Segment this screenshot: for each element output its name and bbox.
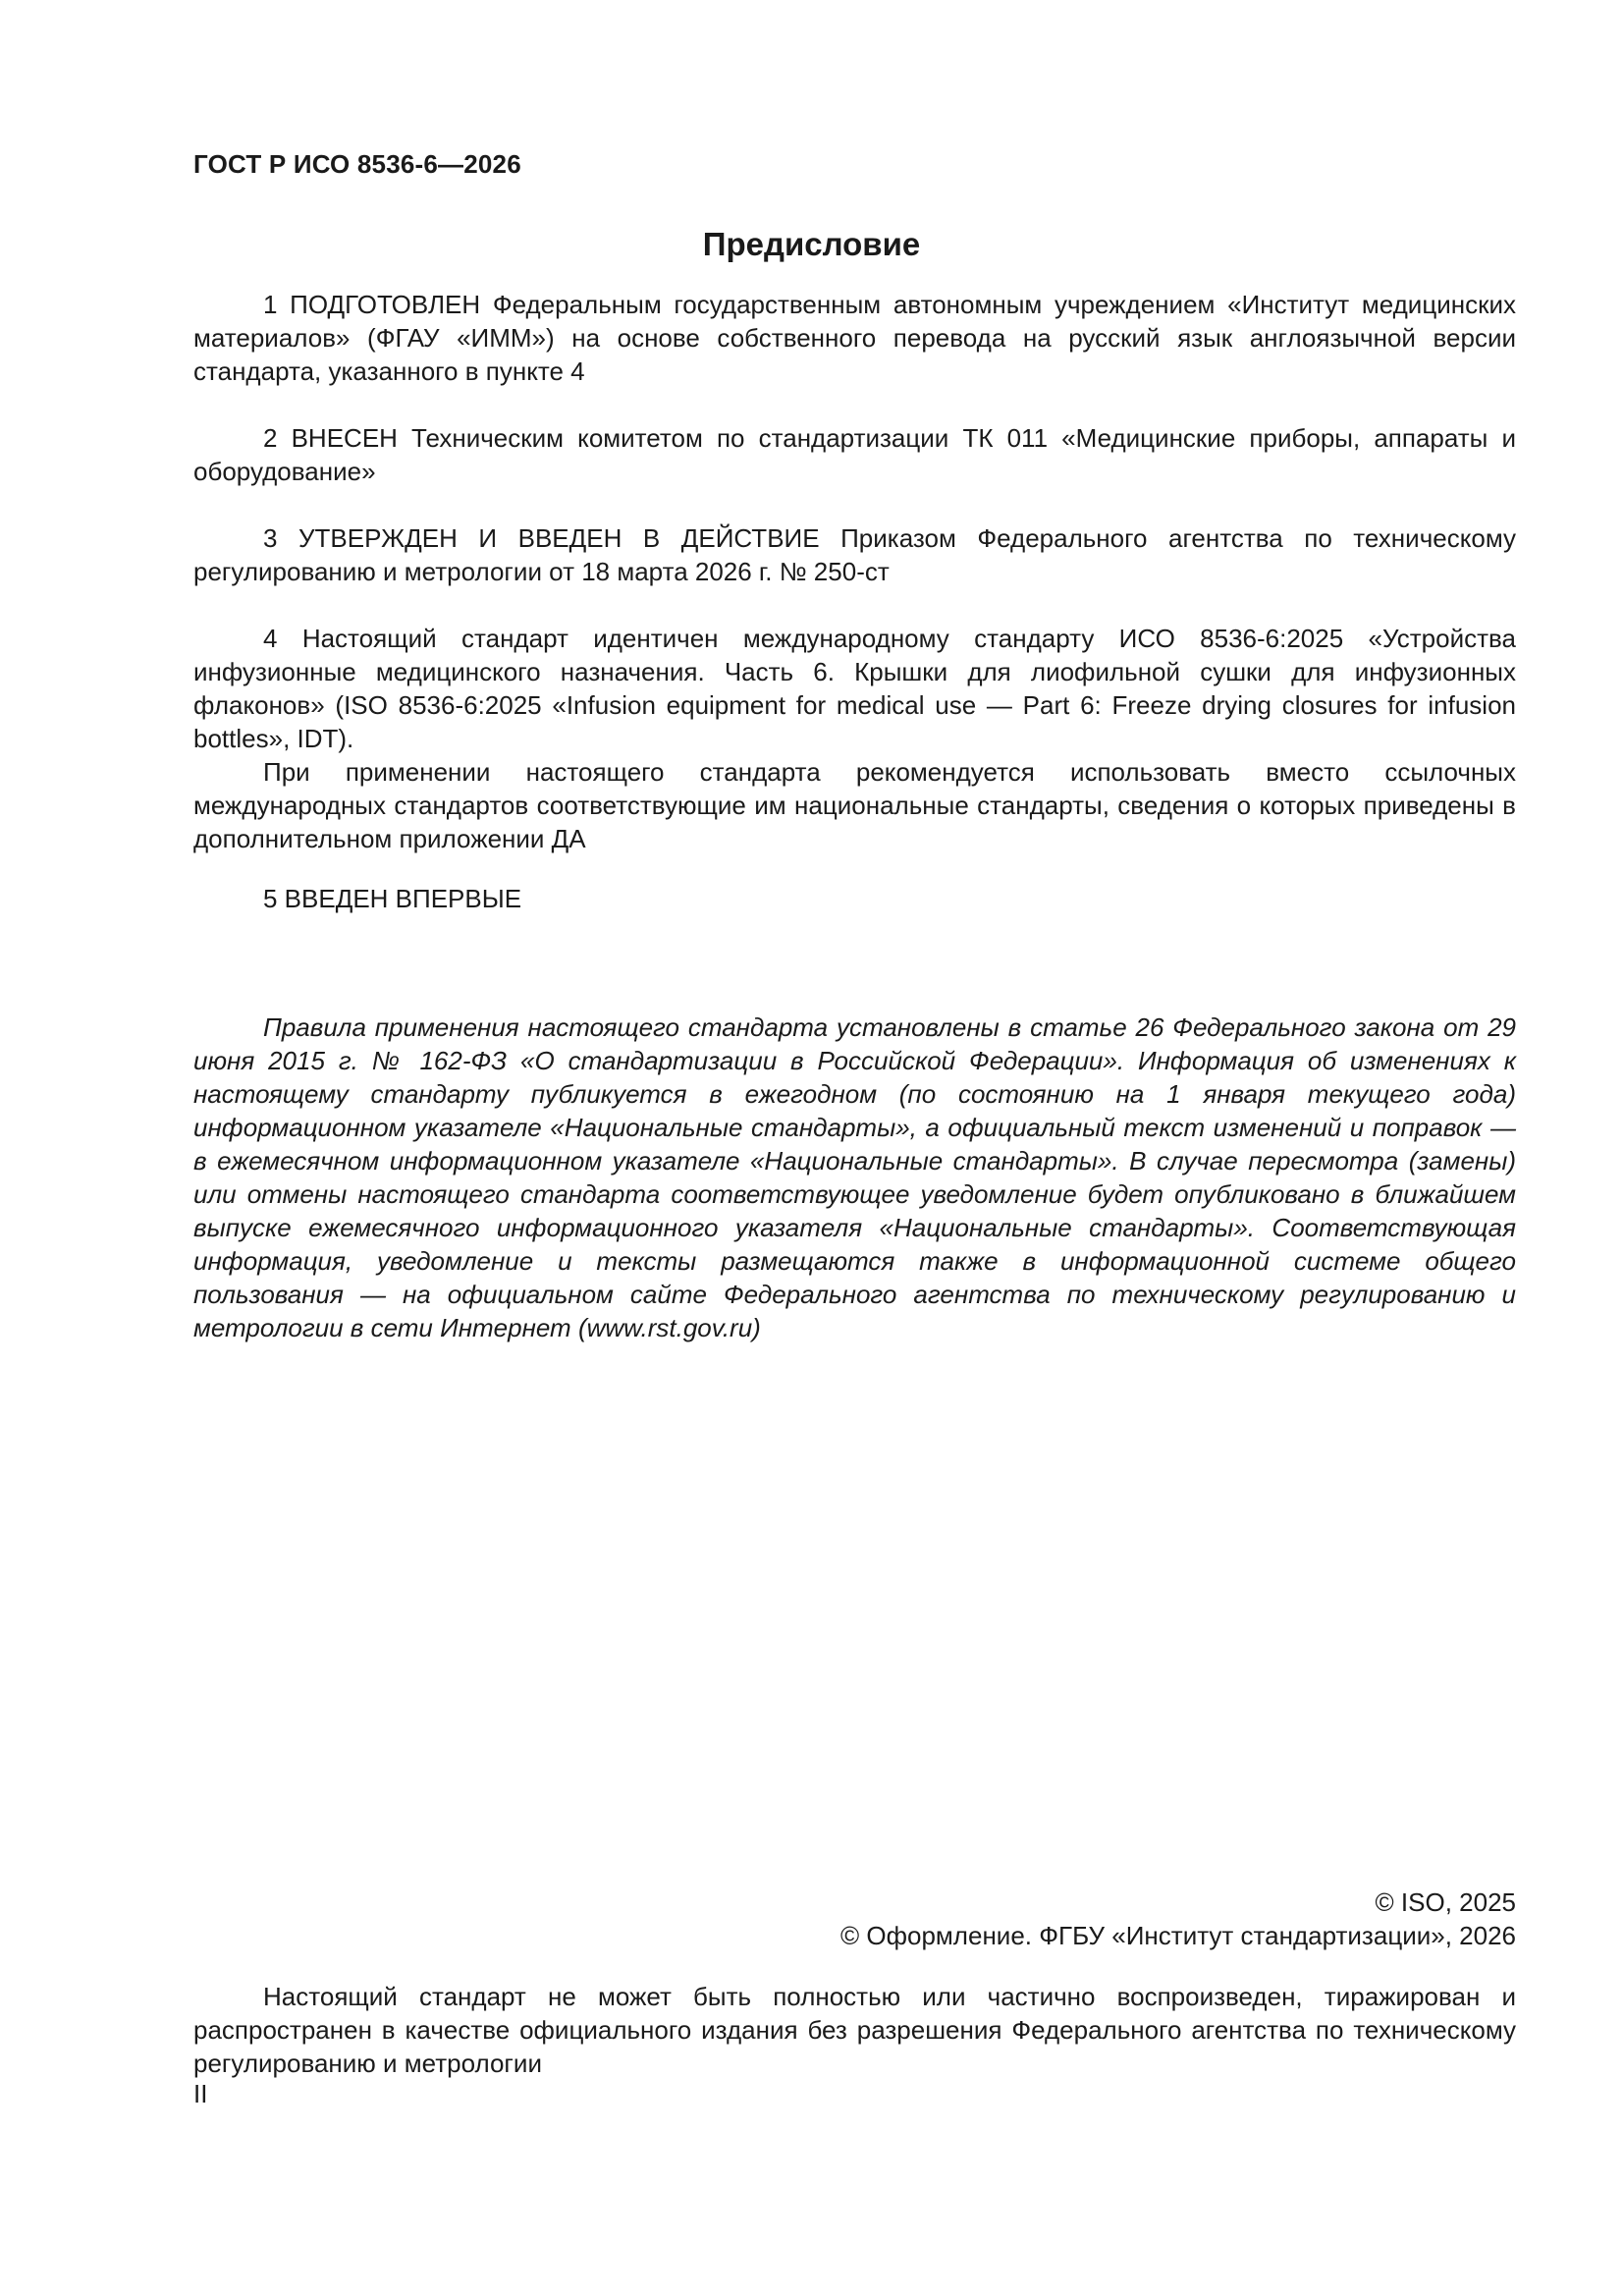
foreword-item-text: 1 ПОДГОТОВЛЕН Федеральным государственным автономным учреждением «Институт медицинских материалов» (ФГАУ «ИММ») на основе собственного перевода на русский язык англоязычной версии стандарта, указанного в пункте 4 xyxy=(193,290,1516,386)
foreword-item-continuation: При применении настоящего стандарта рекомендуется использовать вместо ссылочных международных стандартов соответствующие им национальные стандарты, сведения о которых приведены в дополнительном приложении ДА xyxy=(193,757,1516,853)
foreword-item-text: 2 ВНЕСЕН Техническим комитетом по стандартизации ТК 011 «Медицинские приборы, аппараты и оборудование» xyxy=(193,423,1516,486)
foreword-item-text: 4 Настоящий стандарт идентичен международному стандарту ИСО 8536-6:2025 «Устройства инфузионные медицинского назначения. Часть 6. Крышки для лиофильной сушки для инфузионных флаконов» (ISO 8536-6:2025 «Infusion equipment for medical use — Part 6: Freeze drying closures for infusion bottles», IDT). xyxy=(193,624,1516,753)
foreword-item-4 xyxy=(193,622,1516,855)
application-rules-note: Правила применения настоящего стандарта установлены в статье 26 Федерального закона от 29 июня 2015 г. № 162-ФЗ «О стандартизации в Российской Федерации». Информация об изменениях к настоящему стандарту публикуется в ежегодном (по состоянию на 1 января текущего года) информационном указателе «Национальные стандарты», а официальный текст изменений и поправок — в ежемесячном информационном указателе «Национальные стандарты». В случае пересмотра (замены) или отмены настоящего стандарта соответствующее уведомление будет опубликовано в ближайшем выпуске ежемесячного информационного указателя «Национальные стандарты». Соответствующая информация, уведомление и тексты размещаются также в информационной системе общего пользования — на официальном сайте Федерального агентства по техническому регулированию и метрологии в сети Интернет (www.rst.gov.ru) xyxy=(193,1012,1516,1342)
foreword-item-1 xyxy=(193,288,1516,388)
foreword-item-5 xyxy=(193,882,1516,915)
foreword-item-text: 5 ВВЕДЕН ВПЕРВЫЕ xyxy=(263,884,522,913)
foreword-item-text: 3 УТВЕРЖДЕН И ВВЕДЕН В ДЕЙСТВИЕ Приказом Федерального агентства по техническому регулированию и метрологии от 18 марта 2026 г. № 250-ст xyxy=(193,523,1516,586)
copyright-design: © Оформление. ФГБУ «Институт стандартизации», 2026 xyxy=(840,1921,1516,1950)
reproduction-restriction: Настоящий стандарт не может быть полностью или частично воспроизведен, тиражирован и распространен в качестве официального издания без разрешения Федерального агентства по техническому регулированию и метрологии xyxy=(193,1982,1516,2078)
foreword-item-2 xyxy=(193,421,1516,488)
foreword-item-3 xyxy=(193,521,1516,588)
page-number: II xyxy=(193,2079,208,2108)
copyright-iso: © ISO, 2025 xyxy=(1375,1887,1516,1917)
copyright-block xyxy=(840,1886,1516,1952)
document-code: ГОСТ Р ИСО 8536-6—2026 xyxy=(193,149,521,179)
page-title: Предисловие xyxy=(702,226,921,262)
